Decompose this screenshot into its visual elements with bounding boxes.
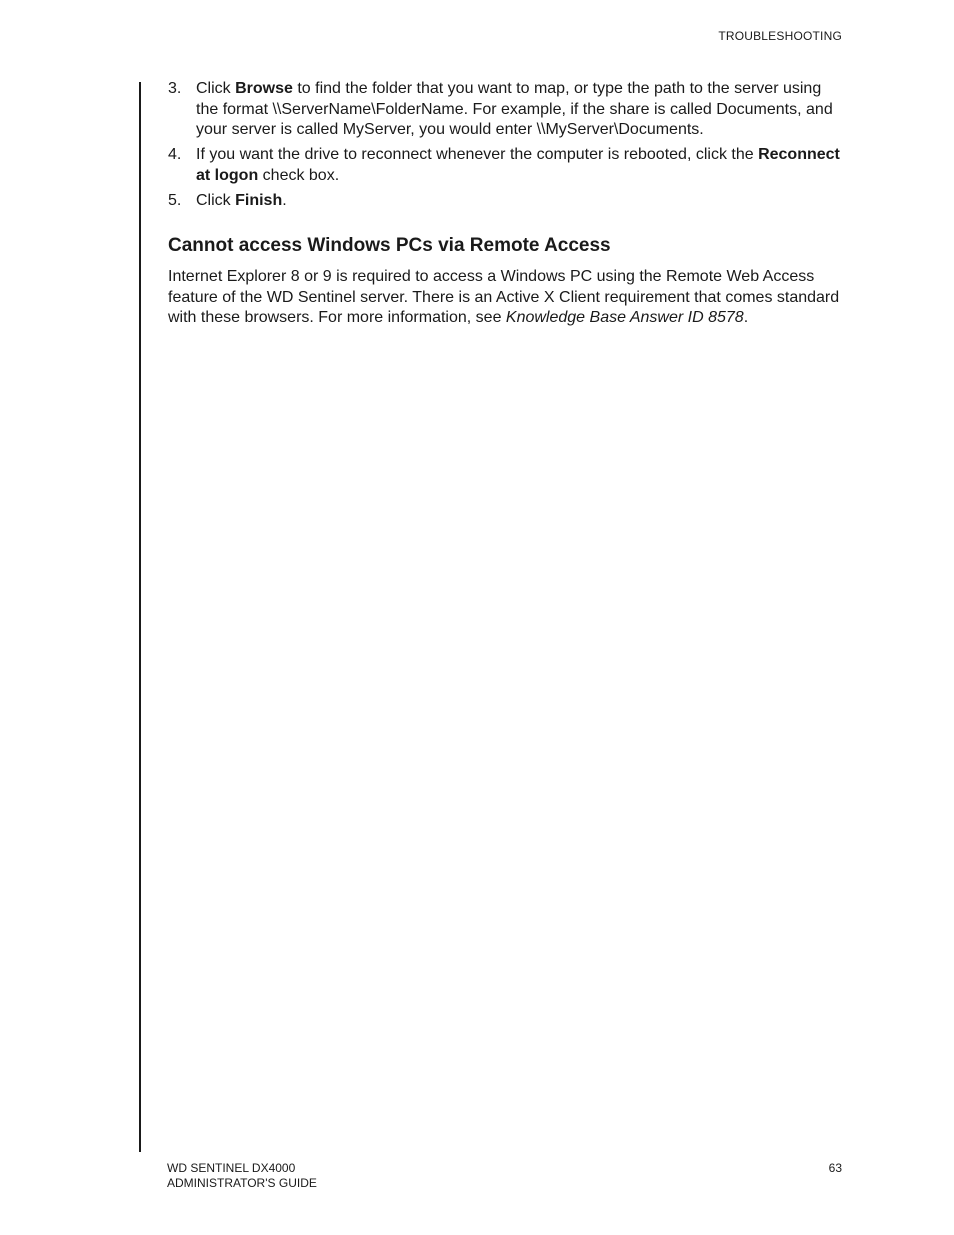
ui-term-reconnect-at-logon: Reconnect at logon xyxy=(196,146,840,184)
step-text xyxy=(196,146,840,184)
step-number: 5. xyxy=(168,191,182,209)
running-header: TROUBLESHOOTING xyxy=(718,29,842,43)
step-text-segment: If you want the drive to reconnect whenever the computer is rebooted, click the xyxy=(196,146,759,163)
ui-term-browse: Browse xyxy=(235,80,293,97)
footer-product-name: WD SENTINEL DX4000 xyxy=(167,1161,296,1175)
ui-term-finish: Finish xyxy=(235,191,283,209)
step-item xyxy=(168,145,844,186)
footer-guide-name: ADMINISTRATOR'S GUIDE xyxy=(167,1176,317,1190)
step-text-segment: to find the folder that you want to map, or type the path to the server using the format \\ServerName\FolderName. For example, if the share is called Documents, and your server is called MyServer, you would enter \\MyServer\Documents. xyxy=(196,80,833,138)
page-number: 63 xyxy=(828,1161,842,1175)
section-heading: Cannot access Windows PCs via Remote Access xyxy=(168,235,611,256)
step-text xyxy=(196,192,287,209)
footer-product-info xyxy=(167,1161,317,1191)
paragraph-text-segment: Internet Explorer 8 or 9 is required to access a Windows PC using the Remote Web Access feature of the WD Sentinel server. There is an Active X Client requirement that comes standard with these browsers. For more information, see xyxy=(168,268,840,326)
step-item xyxy=(168,79,844,141)
step-item xyxy=(168,191,844,212)
step-text-segment: check box. xyxy=(258,166,340,184)
step-number: 3. xyxy=(168,80,182,97)
step-text-segment: Click xyxy=(196,191,236,209)
steps-list xyxy=(168,79,844,211)
step-text xyxy=(196,80,833,138)
step-text-segment: . xyxy=(282,191,287,209)
step-text-segment: Click xyxy=(196,80,236,97)
step-number: 4. xyxy=(168,146,182,163)
section-paragraph xyxy=(168,267,844,329)
paragraph-text-segment: . xyxy=(743,309,749,326)
page-content xyxy=(168,79,844,329)
knowledge-base-reference: Knowledge Base Answer ID 8578 xyxy=(505,309,744,326)
margin-rule xyxy=(139,82,141,1152)
